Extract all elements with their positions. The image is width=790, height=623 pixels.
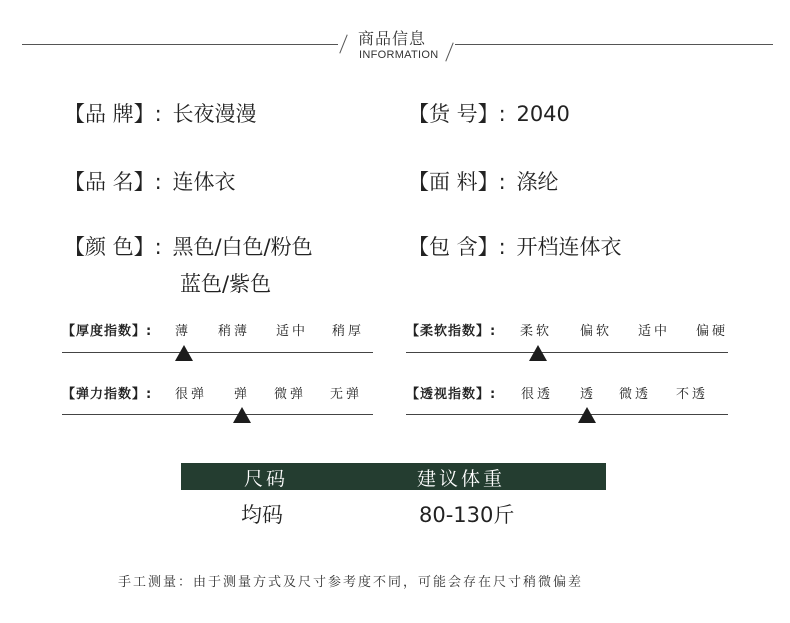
scale-thickness-option: 适中	[276, 324, 309, 339]
scale-thickness-label: 【厚度指数】:	[62, 324, 153, 339]
header-line-right	[455, 44, 773, 45]
scale-softness-label: 【柔软指数】:	[406, 324, 497, 339]
scale-elasticity-marker	[233, 407, 251, 423]
scale-elasticity-option: 微弹	[274, 387, 307, 402]
scale-elasticity-label: 【弹力指数】:	[62, 387, 153, 402]
size-header-size: 尺码	[244, 468, 289, 490]
scale-elasticity-line	[62, 414, 373, 415]
attr-color-value: 黑色/白色/粉色	[172, 235, 313, 259]
scale-transparency-option: 透	[580, 387, 597, 402]
header-line-left	[22, 44, 338, 45]
scale-transparency-marker	[578, 407, 596, 423]
size-table-header	[181, 463, 606, 490]
header-slash-right	[445, 43, 453, 62]
header-slash-left	[339, 35, 347, 54]
scale-softness-option: 偏软	[580, 324, 613, 339]
scale-transparency-option: 很透	[521, 387, 554, 402]
attr-name	[64, 166, 235, 196]
attr-brand-label: 【品 牌】:	[64, 102, 162, 126]
scale-softness-line	[406, 352, 728, 353]
scale-thickness-line	[62, 352, 373, 353]
section-subtitle: INFORMATION	[359, 49, 439, 61]
attr-name-value: 连体衣	[172, 170, 236, 194]
scale-transparency-label: 【透视指数】:	[406, 387, 497, 402]
measurement-note: 手工测量：由于测量方式及尺寸参考度不同，可能会存在尺寸稍微偏差	[118, 575, 584, 590]
scale-softness-marker	[529, 345, 547, 361]
attr-color-label: 【颜 色】:	[64, 235, 162, 259]
scale-elasticity-option: 无弹	[330, 387, 363, 402]
scale-transparency	[406, 383, 728, 402]
scale-elasticity-option: 弹	[234, 387, 251, 402]
scale-softness-option: 适中	[638, 324, 671, 339]
attr-brand-value: 长夜漫漫	[172, 102, 257, 126]
scale-thickness-option: 稍薄	[218, 324, 251, 339]
attr-item-no-value: 2040	[516, 102, 570, 126]
attr-name-label: 【品 名】:	[64, 170, 162, 194]
attr-package-value: 开档连体衣	[516, 235, 622, 259]
scale-thickness-marker	[175, 345, 193, 361]
attr-item-no	[408, 98, 570, 128]
weight-value: 80-130斤	[419, 503, 515, 527]
scale-thickness-option: 稍厚	[332, 324, 365, 339]
size-header-weight: 建议体重	[417, 468, 506, 490]
scale-thickness-option: 薄	[175, 324, 192, 339]
scale-softness-option: 偏硬	[696, 324, 729, 339]
attr-brand	[64, 98, 256, 128]
scale-transparency-option: 不透	[676, 387, 709, 402]
attr-fabric-value: 涤纶	[516, 170, 559, 194]
scale-softness-option: 柔软	[520, 324, 553, 339]
scale-transparency-line	[406, 414, 728, 415]
attr-color	[64, 231, 313, 261]
attr-color-value-line2: 蓝色/紫色	[180, 272, 272, 296]
section-title: 商品信息	[358, 29, 427, 48]
scale-elasticity-option: 很弹	[175, 387, 208, 402]
attr-item-no-label: 【货 号】:	[408, 102, 506, 126]
scale-softness	[406, 320, 728, 339]
size-value: 均码	[241, 503, 283, 527]
scale-thickness	[62, 320, 374, 339]
attr-fabric-label: 【面 料】:	[408, 170, 506, 194]
scale-elasticity	[62, 383, 374, 402]
attr-package	[408, 231, 621, 261]
scale-transparency-option: 微透	[619, 387, 652, 402]
attr-fabric	[408, 166, 558, 196]
attr-package-label: 【包 含】:	[408, 235, 506, 259]
